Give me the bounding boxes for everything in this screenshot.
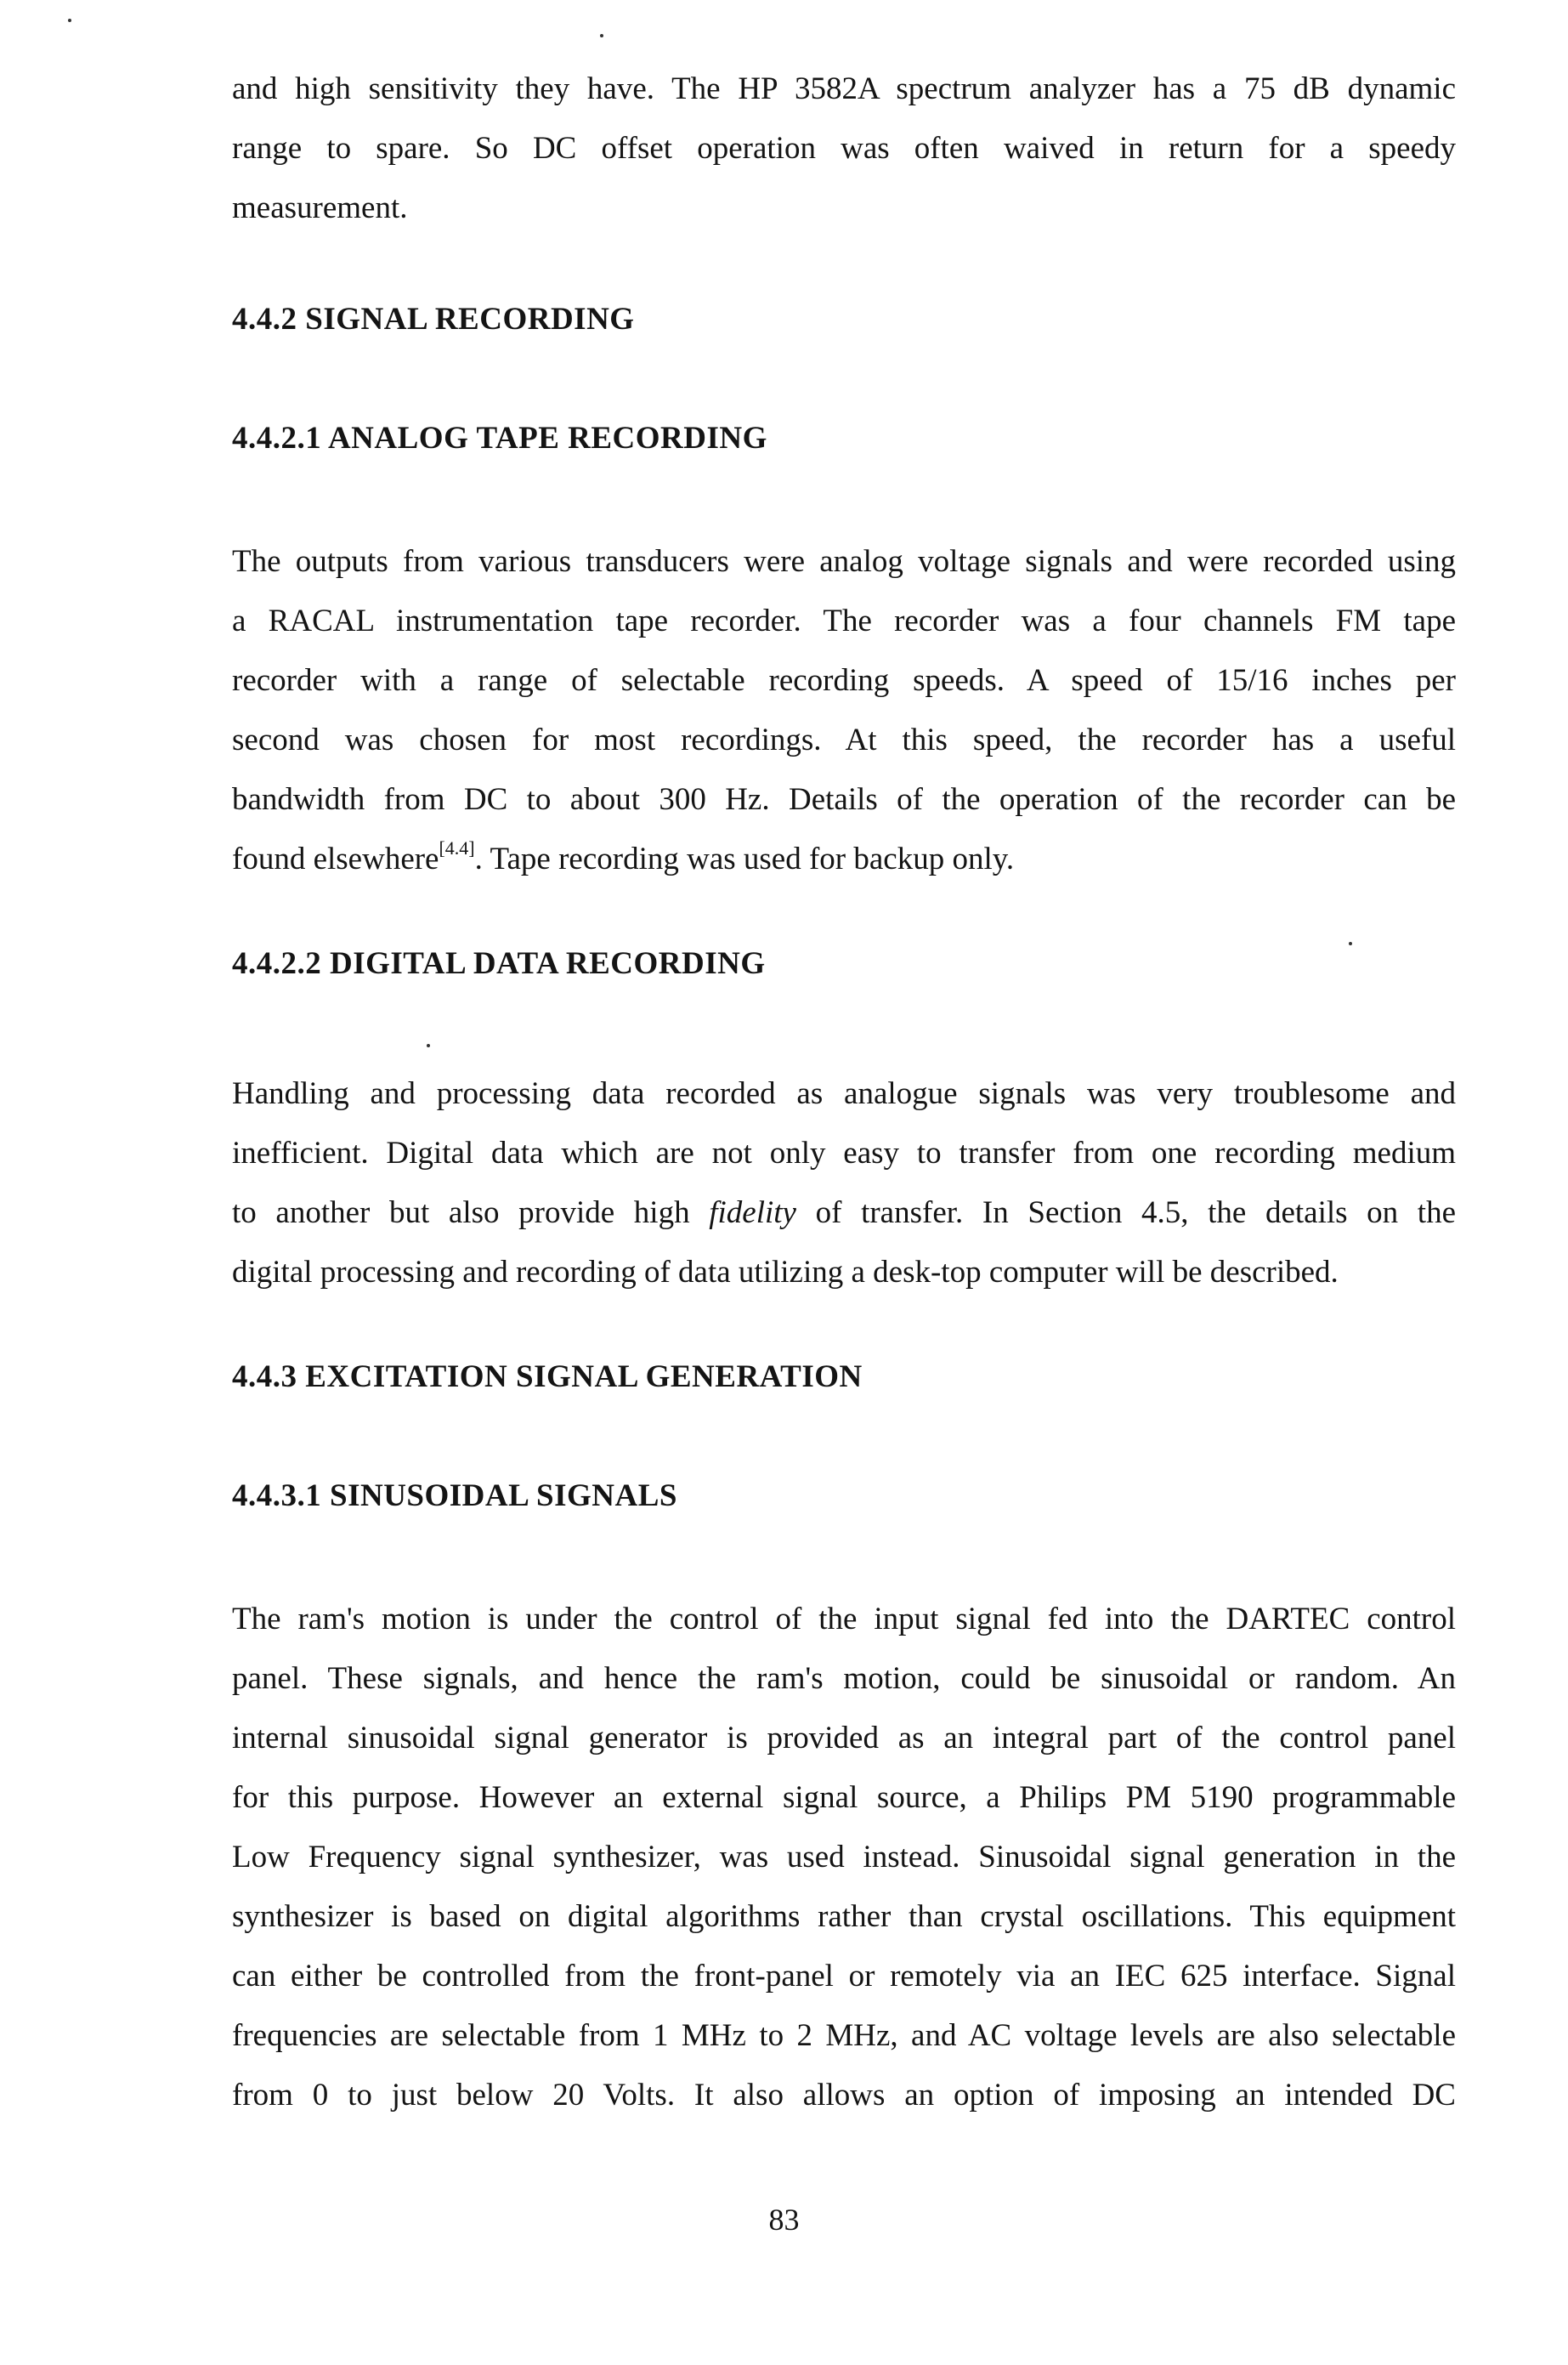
paragraph-line: a RACAL instrumentation tape recorder. The recorder was a four channels FM tape <box>232 604 1456 638</box>
paragraph-line: can either be controlled from the front-panel or remotely via an IEC 625 interface. Signal <box>232 1959 1456 1994</box>
paragraph-line: range to spare. So DC offset operation was often waived in return for a speedy <box>232 131 1456 166</box>
paragraph-line: frequencies are selectable from 1 MHz to 2 MHz, and AC voltage levels are also selectable <box>232 2018 1456 2053</box>
paragraph-line: from 0 to just below 20 Volts. It also allows an option of imposing an intended DC <box>232 2078 1456 2113</box>
paragraph-line: inefficient. Digital data which are not only easy to transfer from one recording medium <box>232 1136 1456 1171</box>
paragraph-line: and high sensitivity they have. The HP 3582A spectrum analyzer has a 75 dB dynamic <box>232 71 1456 106</box>
scan-speck <box>1349 942 1352 945</box>
text-before-italic: to another but also provide high <box>232 1195 690 1230</box>
paragraph-line: internal sinusoidal signal generator is provided as an integral part of the control panel <box>232 1721 1456 1755</box>
paragraph-line: second was chosen for most recordings. At this speed, the recorder has a useful <box>232 723 1456 757</box>
paragraph-line: panel. These signals, and hence the ram's motion, could be sinusoidal or random. An <box>232 1661 1456 1696</box>
scan-speck <box>600 34 603 37</box>
scan-speck <box>427 1044 430 1047</box>
section-heading-4-4-2-2: 4.4.2.2 DIGITAL DATA RECORDING <box>232 946 766 981</box>
italic-word: fidelity <box>709 1195 796 1230</box>
section-heading-4-4-2: 4.4.2 SIGNAL RECORDING <box>232 302 635 337</box>
page-number: 83 <box>768 2203 800 2237</box>
continuation-paragraph <box>232 60 1456 238</box>
paragraph-line: Low Frequency signal synthesizer, was used instead. Sinusoidal signal generation in the <box>232 1840 1456 1874</box>
text-after-reference: . Tape recording was used for backup only. <box>474 842 1015 876</box>
digital-data-recording-paragraph <box>232 1064 1456 1302</box>
citation-reference: [4.4] <box>439 837 475 859</box>
paragraph-line: synthesizer is based on digital algorithms rather than crystal oscillations. This equipment <box>232 1899 1456 1934</box>
text-before-reference: found elsewhere <box>232 842 439 876</box>
text-after-italic: of transfer. In Section 4.5, the details on the <box>815 1195 1457 1230</box>
section-heading-4-4-2-1: 4.4.2.1 ANALOG TAPE RECORDING <box>232 421 767 456</box>
sinusoidal-signals-paragraph <box>232 1590 1456 2125</box>
paragraph-line: measurement. <box>232 190 408 225</box>
paragraph-line <box>232 1183 1456 1243</box>
section-heading-4-4-3-1: 4.4.3.1 SINUSOIDAL SIGNALS <box>232 1478 677 1513</box>
paragraph-line: Handling and processing data recorded as analogue signals was very troublesome and <box>232 1076 1456 1111</box>
analog-tape-recording-paragraph <box>232 532 1456 889</box>
scan-speck <box>68 19 71 22</box>
paragraph-line: The ram's motion is under the control of the input signal fed into the DARTEC control <box>232 1602 1456 1636</box>
section-heading-4-4-3: 4.4.3 EXCITATION SIGNAL GENERATION <box>232 1359 863 1394</box>
paragraph-line: for this purpose. However an external signal source, a Philips PM 5190 programmable <box>232 1780 1456 1815</box>
paragraph-line <box>232 830 1456 889</box>
paragraph-line: recorder with a range of selectable recording speeds. A speed of 15/16 inches per <box>232 663 1456 698</box>
paragraph-line: digital processing and recording of data utilizing a desk-top computer will be described. <box>232 1255 1339 1290</box>
paragraph-line: The outputs from various transducers were analog voltage signals and were recorded using <box>232 544 1456 579</box>
paragraph-line: bandwidth from DC to about 300 Hz. Details of the operation of the recorder can be <box>232 782 1456 817</box>
